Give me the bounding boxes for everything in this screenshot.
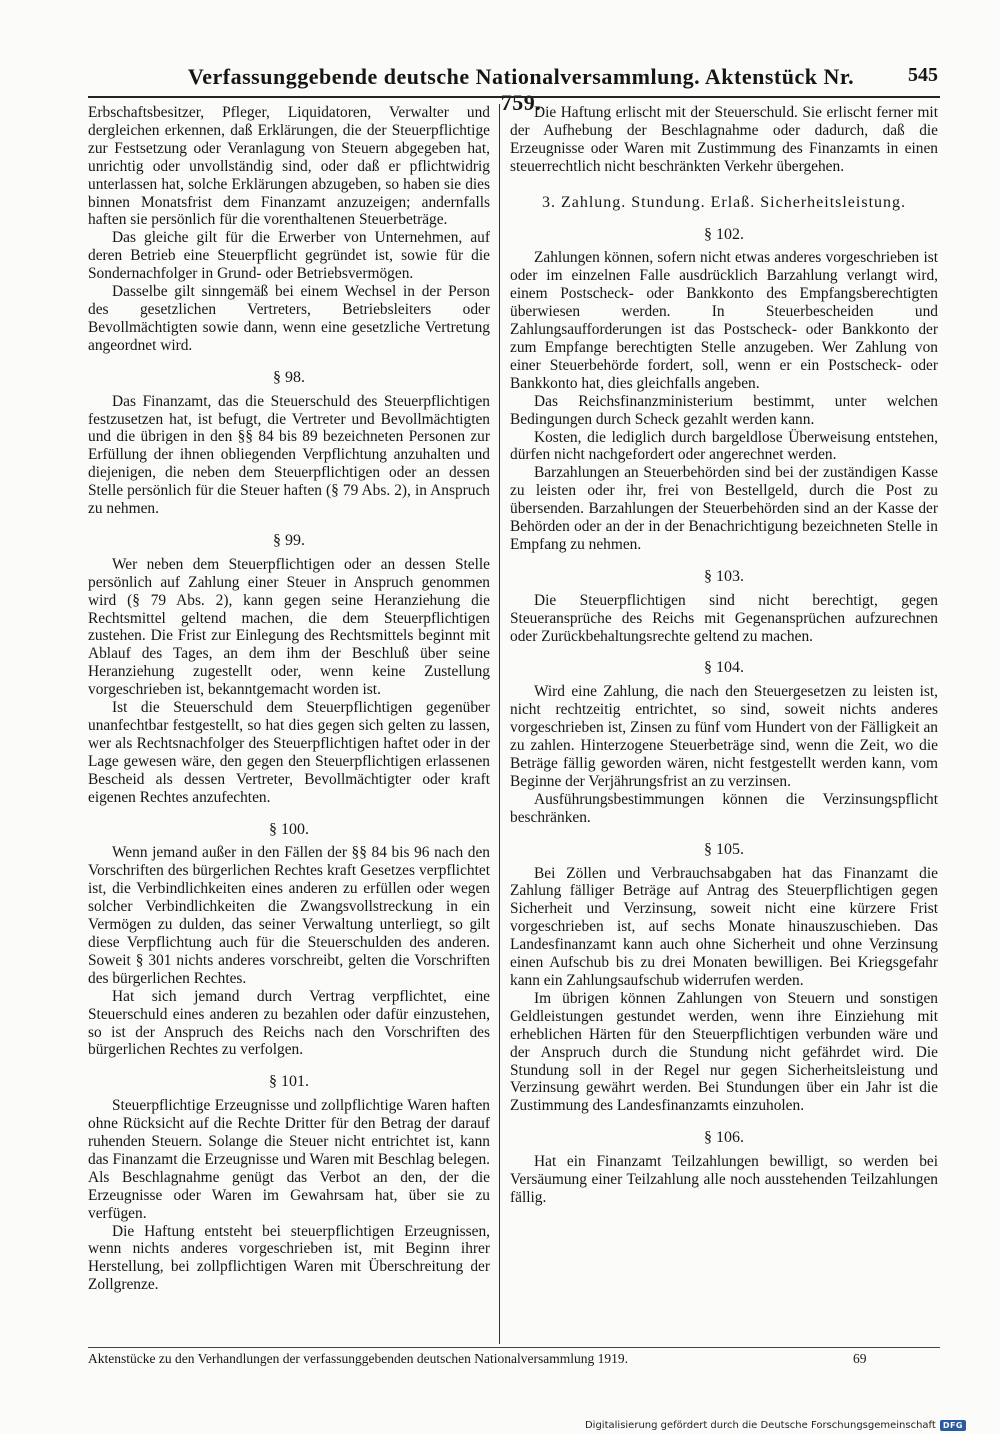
section-heading: § 98.	[273, 368, 305, 386]
column-divider	[499, 104, 500, 1344]
digitization-credit	[585, 1420, 966, 1431]
section-heading: § 101.	[269, 1073, 309, 1091]
paragraph: Dasselbe gilt sinngemäß bei einem Wechsel in der Person des gesetzlichen Vertreters, Betriebsleiters oder Bevollmächtigten sowie dann, wenn eine gesetzliche Vertretung angeordnet wird.	[88, 283, 490, 354]
paragraph: Die Haftung entsteht bei steuerpflichtigen Erzeugnissen, wenn nichts anderes vorgeschrieben ist, mit Beginn ihrer Herstellung, bei zollpflichtigen Waren mit Überschreitung der Zollgrenze.	[88, 1222, 490, 1294]
paragraph: Wer neben dem Steuerpflichtigen oder an dessen Stelle persönlich auf Zahlung einer Steuer in Anspruch genommen wird (§ 79 Abs. 2), kann gegen seine Heranziehung die Rechtsmittel geltend machen, die dem Steuerpflichtigen zustehen. Die Frist zur Einlegung des Rechtsmittels beginnt mit Ablauf des Tages, an dem ihm der Beschluß über seine Heranziehung zugestellt oder, wenn keine Zustellung vorgeschrieben ist, bekanntgemacht worden ist.	[88, 555, 490, 699]
paragraph: Wenn jemand außer in den Fällen der §§ 84 bis 96 nach den Vorschriften des bürgerlichen Rechtes kraft Gesetzes verpflichtet ist, die Verbindlichkeiten eines anderen zu erfüllen oder wegen solcher Verbindlichkeiten die Zwangsvollstreckung in ein Vermögen zu dulden, das seiner Verwaltung unterliegt, so gilt diese Verpflichtung auch für die Steuerschulden des anderen. Soweit § 301 nichts anderes vorschreibt, gelten die Vorschriften des bürgerlichen Rechtes.	[88, 844, 490, 987]
paragraph: Das Reichsfinanzministerium bestimmt, unter welchen Bedingungen durch Scheck gezahlt werden kann.	[510, 392, 938, 428]
left-column	[88, 104, 490, 1344]
credit-text: Digitalisierung gefördert durch die Deutsche Forschungsgemeinschaft	[584, 1420, 936, 1431]
paragraph: Ausführungsbestimmungen können die Verzinsungspflicht beschränken.	[510, 790, 938, 826]
paragraph: Im übrigen können Zahlungen von Steuern und sonstigen Geldleistungen gestundet werden, wenn ihre Einziehung mit erheblichen Härten für den Steuerpflichtigen verbunden wäre und der Anspruch durch die Stundung nicht gefährdet wird. Die Stundung soll in der Regel nur gegen Sicherheitsleistung und Verzinsung gewährt werden. Bei Stundungen über ein Jahr ist die Zustimmung des Landesfinanzamts einzuholen.	[510, 989, 938, 1115]
header-rule	[88, 96, 940, 98]
section-heading: § 102.	[704, 225, 744, 243]
section-heading: § 105.	[704, 840, 744, 858]
paragraph: Steuerpflichtige Erzeugnisse und zollpflichtige Waren haften ohne Rücksicht auf die Rechte Dritter für den Betrag der darauf ruhenden Steuern. Solange die Steuer nicht entrichtet ist, kann das Finanzamt die Erzeugnisse und Waren mit Beschlag belegen. Als Beschlagnahme genügt das Verbot an den, der die Erzeugnisse oder Waren im Gewahrsam hat, über sie zu verfügen.	[88, 1097, 490, 1222]
section-heading: § 99.	[273, 531, 305, 549]
footer-text: Aktenstücke zu den Verhandlungen der verfassunggebenden deutschen Nationalversammlung 1919.	[88, 1351, 628, 1366]
right-column	[510, 104, 938, 1344]
page-footer	[88, 1351, 938, 1371]
paragraph: Kosten, die lediglich durch bargeldlose Überweisung entstehen, dürfen nicht nachgefordert oder angerechnet werden.	[510, 428, 938, 464]
paragraph: Zahlungen können, sofern nicht etwas anderes vorgeschrieben ist oder im einzelnen Falle ausdrücklich Barzahlung verlangt wird, einem Postscheck- oder Bankkonto des Empfangsberechtigten überwiesen werden. In Steuerbescheiden und Zahlungsaufforderungen ist das Postscheck- oder Bankkonto der zum Empfange berechtigten Stelle anzugeben. Wer Zahlung von einer Steuerbehörde fordert, soll, wenn er ein Postscheck- oder Bankkonto hat, dies gleichfalls angeben.	[510, 249, 938, 392]
section-heading: § 104.	[704, 659, 744, 677]
paragraph: Hat sich jemand durch Vertrag verpflichtet, eine Steuerschuld eines anderen zu bezahlen oder dafür einzustehen, so ist der Anspruch des Reichs nach den Vorschriften des bürgerlichen Rechtes zu verfolgen.	[88, 987, 490, 1059]
paragraph: Wird eine Zahlung, die nach den Steuergesetzen zu leisten ist, nicht rechtzeitig entrichtet, so sind, soweit nichts anderes vorgeschrieben ist, Zinsen zu fünf vom Hundert von der Fälligkeit an zu zahlen. Hinterzogene Steuerbeträge sind, wenn die Zeit, wo die Beträge fällig geworden wären, nicht festgestellt werden kann, vom Beginne der Verjährungsfrist an zu verzinsen.	[510, 683, 938, 790]
paragraph: Hat ein Finanzamt Teilzahlungen bewilligt, so werden bei Versäumung einer Teilzahlung alle noch ausstehenden Teilzahlungen fällig.	[510, 1153, 938, 1206]
paragraph: Das Finanzamt, das die Steuerschuld des Steuerpflichtigen festzusetzen hat, ist befugt, die Vertreter und Bevollmächtigten und die übrigen in den §§ 84 bis 89 bezeichneten Personen zur Erfüllung der ihnen obliegenden Verpflichtung anzuhalten und diejenigen, die neben dem Steuerpflichtigen oder an dessen Stelle persönlich für die Steuer haften (§ 79 Abs. 2), in Anspruch zu nehmen.	[88, 392, 490, 518]
paragraph: Die Haftung erlischt mit der Steuerschuld. Sie erlischt ferner mit der Aufhebung der Beschlagnahme oder dadurch, daß die Erzeugnisse oder Waren mit Zustimmung des Finanzamts in einen steuerrechtlich nicht beschränkten Verkehr übergehen.	[510, 104, 938, 175]
paragraph: Bei Zöllen und Verbrauchsabgaben hat das Finanzamt die Zahlung fälliger Beträge auf Antrag des Steuerpflichtigen gegen Sicherheit und Verzinsung, soweit nicht eine kürzere Frist vorgeschrieben ist, auf sechs Monate hinauszuschieben. Das Landesfinanzamt kann auch ohne Sicherheit und ohne Verzinsung einen Aufschub bis zu drei Monaten bewilligen. Bei Kriegsgefahr kann ein Zahlungsaufschub widerrufen werden.	[510, 864, 938, 989]
chapter-subtitle: 3. Zahlung. Stundung. Erlaß. Sicherheitsleistung.	[541, 193, 907, 211]
page-header	[88, 64, 938, 115]
paragraph: Die Steuerpflichtigen sind nicht berechtigt, gegen Steueransprüche des Reichs mit Gegenansprüchen aufzurechnen oder Zurückbehaltungsrechte geltend zu machen.	[510, 591, 938, 645]
paragraph: Erbschaftsbesitzer, Pfleger, Liquidatoren, Verwalter und dergleichen erkennen, daß Erklärungen, die der Steuerpflichtige zur Festsetzung oder Veranlagung von Steuern abgegeben hat, unrichtig oder unvollständig sind, oder daß er pflichtwidrig unterlassen hat, solche Erklärungen abzugeben, so haben sie dies binnen Monatsfrist dem Finanzamt anzuzeigen; andernfalls haften sie persönlich für die vorenthaltenen Steuerbeträge.	[88, 104, 490, 229]
paragraph: Das gleiche gilt für die Erwerber von Unternehmen, auf deren Betrieb eine Steuerpflicht gegründet ist, sowie für die Sondernachfolger in Grund- oder Betriebsvermögen.	[88, 229, 490, 283]
running-title: Verfassunggebende deutsche Nationalversammlung. Aktenstück Nr. 759.	[187, 64, 855, 115]
footer-rule	[88, 1347, 940, 1348]
section-heading: § 106.	[704, 1129, 744, 1147]
section-heading: § 100.	[269, 820, 309, 838]
signature-number: 69	[853, 1351, 867, 1366]
page-number: 545	[908, 64, 938, 86]
paragraph: Ist die Steuerschuld dem Steuerpflichtigen gegenüber unanfechtbar festgestellt, so hat dies gegen sich gelten zu lassen, wer als Rechtsnachfolger des Steuerpflichtigen haftet oder in der Lage gewesen wäre, den gegen den Steuerpflichtigen erlassenen Bescheid als dessen Vertreter, Bevollmächtigter oder kraft eigenen Rechtes anzufechten.	[88, 699, 490, 806]
dfg-logo: DFG	[940, 1420, 966, 1431]
paragraph: Barzahlungen an Steuerbehörden sind bei der zuständigen Kasse zu leisten oder ihr, frei von Bestellgeld, durch die Post zu übersenden. Barzahlungen der Steuerbehörden sind an der Kasse der Behörden oder an der in der Benachrichtigung bezeichneten Stelle in Empfang zu nehmen.	[510, 464, 938, 553]
section-heading: § 103.	[704, 567, 744, 585]
